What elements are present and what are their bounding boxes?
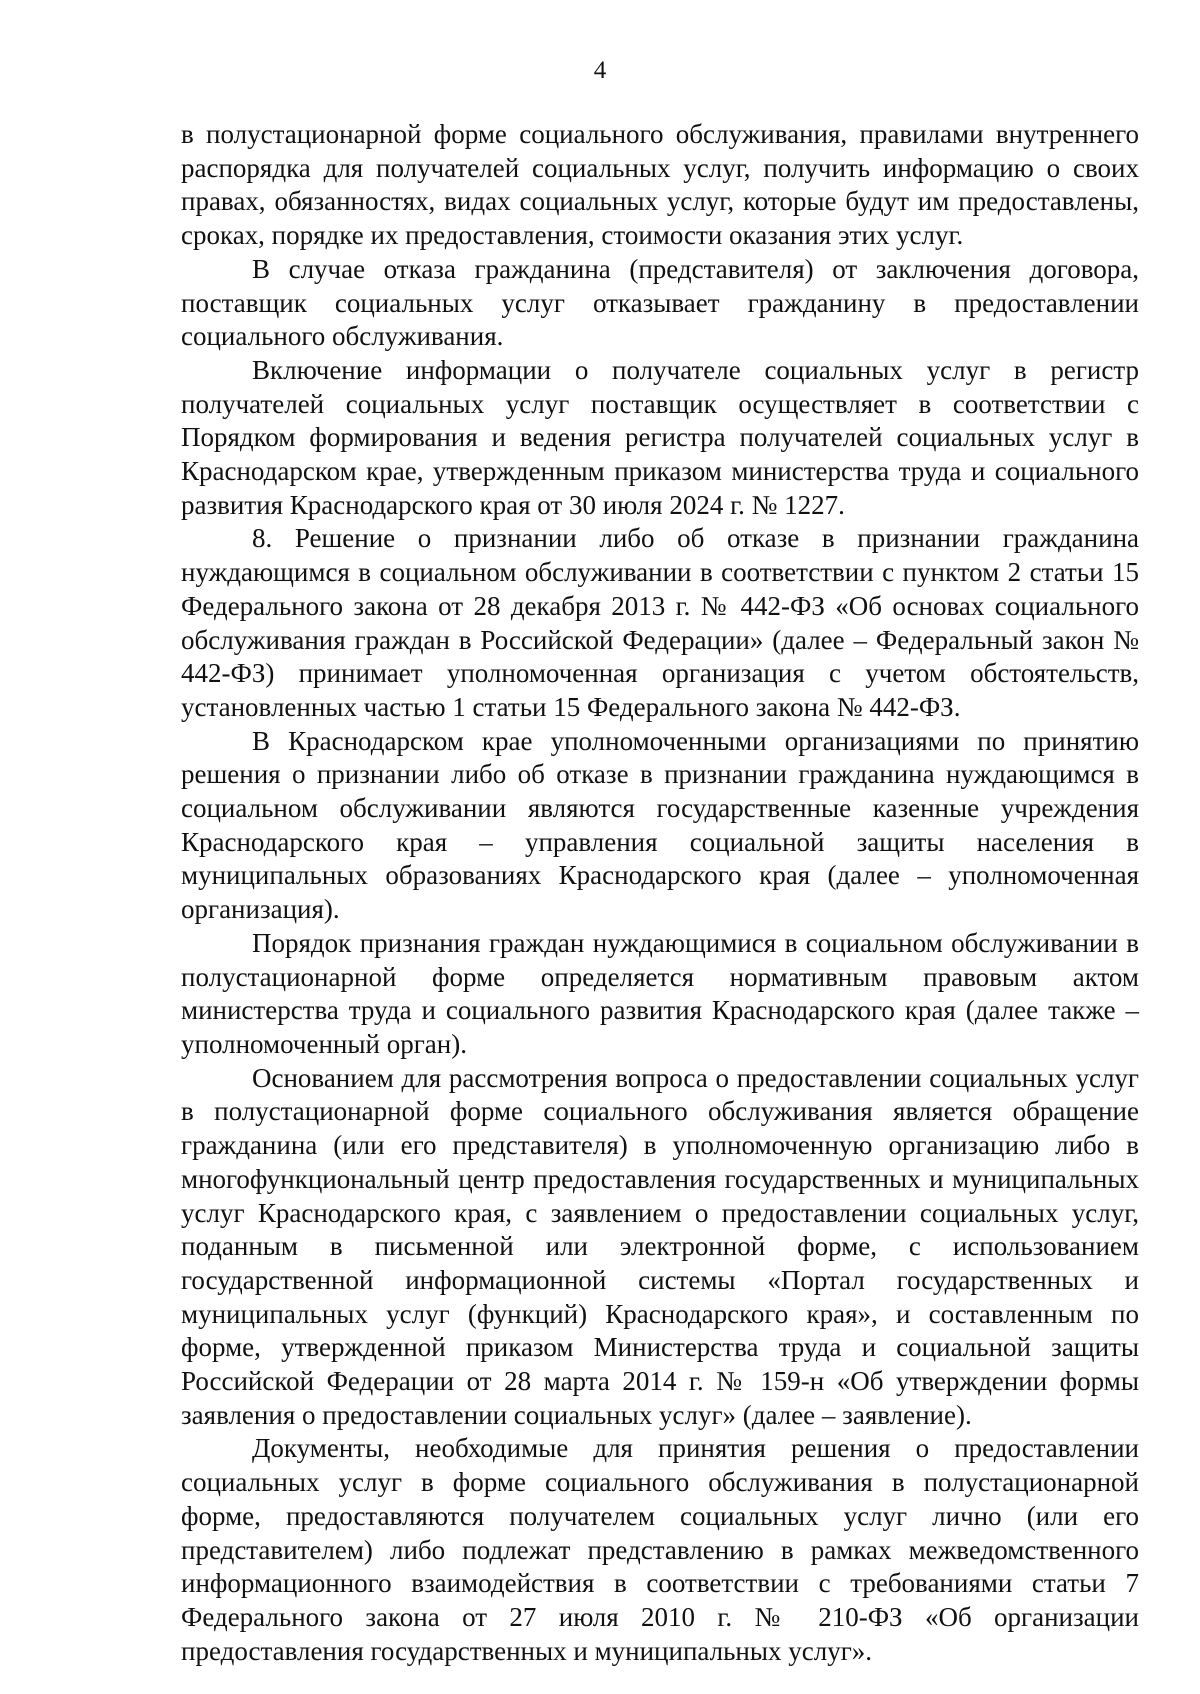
paragraph: Документы, необходимые для принятия решения о предоставлении социальных услуг в форме социального обслуживания в полустационарной форме, предоставляются получателем социальных услуг лично (или его представителем) либо подлежат представлению в рамках межведомственного информационного взаимодействия в соответствии с требованиями статьи 7 Федерального закона от 27 июля 2010 г. № 210-ФЗ «Об организации предоставления государственных и муниципальных услуг». <box>181 1433 1139 1666</box>
page-number: 4 <box>593 57 607 84</box>
paragraph: Порядок признания граждан нуждающимися в социальном обслуживании в полустационарной форме определяется нормативным правовым актом министерства труда и социального развития Краснодарского края (далее также – уполномоченный орган). <box>181 927 1139 1059</box>
paragraph: Включение информации о получателе социальных услуг в регистр получателей социальных услуг поставщик осуществляет в соответствии с Порядком формирования и ведения регистра получателей социальных услуг в Краснодарском крае, утвержденным приказом министерства труда и социального развития Краснодарского края от 30 июля 2024 г. № 1227. <box>181 354 1139 520</box>
document-body <box>181 118 1139 1668</box>
paragraph: В Краснодарском крае уполномоченными организациями по принятию решения о признании либо об отказе в признании гражданина нуждающимся в социальном обслуживании являются государственные казенные учреждения Краснодарского края – управления социальной защиты населения в муниципальных образованиях Краснодарского края (далее – уполномоченная организация). <box>181 725 1139 925</box>
paragraph: В случае отказа гражданина (представителя) от заключения договора, поставщик социальных услуг отказывает гражданину в предоставлении социального обслуживания. <box>181 253 1139 352</box>
paragraph: Основанием для рассмотрения вопроса о предоставлении социальных услуг в полустационарной форме социального обслуживания является обращение гражданина (или его представителя) в уполномоченную организацию либо в многофункциональный центр предоставления государственных и муниципальных услуг Краснодарского края, с заявлением о предоставлении социальных услуг, поданным в письменной или электронной форме, с использованием государственной информационной системы «Портал государственных и муниципальных услуг (функций) Краснодарского края», и составленным по форме, утвержденной приказом Министерства труда и социальной защиты Российской Федерации от 28 марта 2014 г. № 159-н «Об утверждении формы заявления о предоставлении социальных услуг» (далее – заявление). <box>181 1062 1139 1430</box>
paragraph-continuation: в полустационарной форме социального обслуживания, правилами внутреннего распорядка для получателей социальных услуг, получить информацию о своих правах, обязанностях, видах социальных услуг, которые будут им предоставлены, сроках, порядке их предоставления, стоимости оказания этих услуг. <box>181 119 1139 251</box>
paragraph-item-8: 8. Решение о признании либо об отказе в признании гражданина нуждающимся в социальном обслуживании в соответствии с пунктом 2 статьи 15 Федерального закона от 28 декабря 2013 г. № 442-ФЗ «Об основах социального обслуживания граждан в Российской Федерации» (далее – Федеральный закон № 442-ФЗ) принимает уполномоченная организация с учетом обстоятельств, установленных частью 1 статьи 15 Федерального закона № 442-ФЗ. <box>181 523 1139 722</box>
